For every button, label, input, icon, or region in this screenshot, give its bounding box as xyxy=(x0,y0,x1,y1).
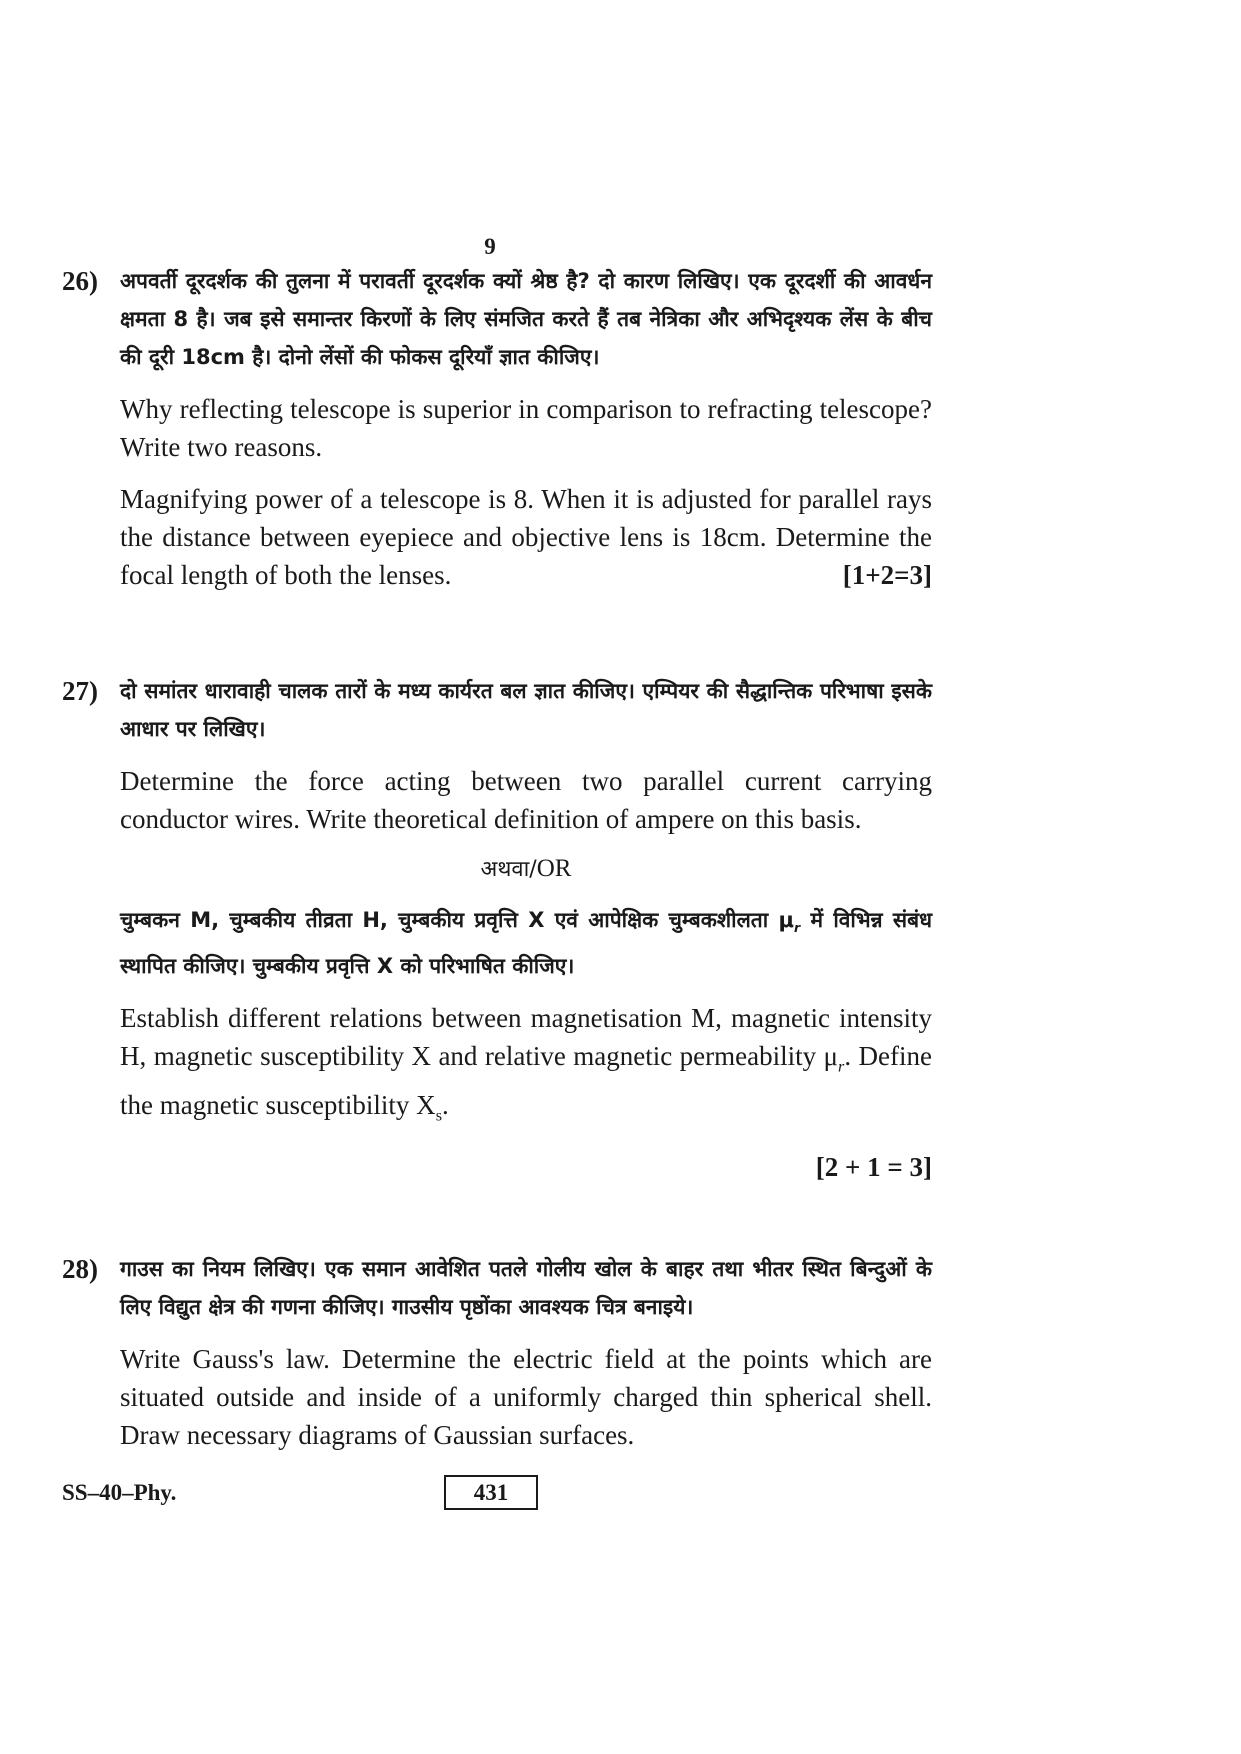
alternative-english-text xyxy=(120,999,932,1134)
question-body xyxy=(120,1250,932,1454)
question-hindi-text: दो समांतर धारावाही चालक तारों के मध्य कार्यरत बल ज्ञात कीजिए। एम्पियर की सैद्धान्तिक परिभाषा इसके आधार पर लिखिए। xyxy=(120,679,932,741)
alternative-hindi-text xyxy=(120,901,932,985)
alt-hindi-part: में विभिन्न संबंध स्थापित कीजिए। चुम्बकीय प्रवृत्ति X को परिभाषित कीजिए। xyxy=(120,908,932,979)
question-english-text: Determine the force acting between two parallel current carrying conductor wires. Write theoretical definition of ampere on this basis. xyxy=(120,766,932,834)
marks-label: [2 + 1 = 3] xyxy=(815,1151,932,1182)
question-26 xyxy=(62,262,932,594)
question-27 xyxy=(62,672,932,1186)
alt-english-part: Establish different relations between magnetisation M, magnetic intensity H, magnetic susceptibility X and relative magnetic permeability μ xyxy=(120,1003,932,1072)
alt-hindi-part: चुम्बकन M, चुम्बकीय तीव्रता H, चुम्बकीय प्रवृत्ति X एवं आपेक्षिक चुम्बकशीलता μ xyxy=(120,908,794,932)
or-separator xyxy=(120,850,932,889)
footer-page-box: 431 xyxy=(444,1475,538,1510)
question-body xyxy=(120,672,932,1186)
page-number: 9 xyxy=(484,234,496,259)
question-number: 26) xyxy=(62,266,98,296)
subscript: r xyxy=(838,1057,845,1076)
question-28 xyxy=(62,1250,932,1454)
alt-english-part: . Define the magnetic susceptibility X xyxy=(120,1041,932,1120)
question-hindi-text: गाउस का नियम लिखिए। एक समान आवेशित पतले गोलीय खोल के बाहर तथा भीतर स्थित बिन्दुओं के लिए विद्युत क्षेत्र की गणना कीजिए। गाउसीय पृष्ठोंका आवश्यक चित्र बनाइये। xyxy=(120,1257,932,1319)
question-number: 27) xyxy=(62,676,98,706)
marks-label: [1+2=3] xyxy=(842,560,932,590)
question-hindi-text: अपवर्ती दूरदर्शक की तुलना में परावर्ती दूरदर्शक क्यों श्रेष्ठ है? दो कारण लिखिए। एक दूरदर्शी की आवर्धन क्षमता 8 है। जब इसे समान्तर किरणों के लिए संमजित करते हैं तब नेत्रिका और अभिदृश्यक लेंस के बीच की दूरी 18cm है। दोनो लेंसों की फोकस दूरियाँ ज्ञात कीजिए। xyxy=(120,269,932,369)
footer-paper-code: SS–40–Phy. xyxy=(62,1480,177,1505)
question-number: 28) xyxy=(62,1254,98,1284)
subscript: s xyxy=(435,1105,442,1124)
or-english: OR xyxy=(536,855,572,882)
question-english-text: Write Gauss's law. Determine the electric field at the points which are situated outside and inside of a uniformly charged thin spherical shell. Draw necessary diagrams of Gaussian surfaces. xyxy=(120,1344,932,1450)
question-body xyxy=(120,262,932,594)
or-hindi: अथवा/ xyxy=(480,857,537,882)
question-english-text: Why reflecting telescope is superior in comparison to refracting telescope? Write two reasons. xyxy=(120,394,932,462)
question-english-text-2 xyxy=(120,480,932,594)
english-text-span: Magnifying power of a telescope is 8. When it is adjusted for parallel rays the distance between eyepiece and objective lens is 18cm. Determine the focal length of both the lenses. xyxy=(120,484,932,590)
alt-english-part: . xyxy=(442,1089,449,1120)
subscript: r xyxy=(793,920,801,936)
